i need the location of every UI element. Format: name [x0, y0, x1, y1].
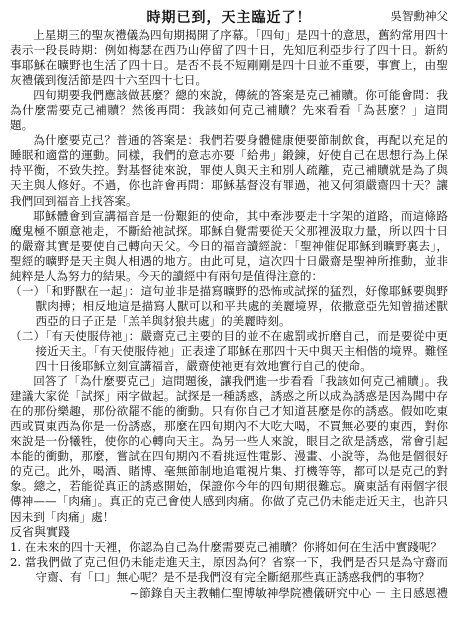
reflection-item-2: 2. 當我們做了克己但仍未能走進天主，原因為何？省察一下，我們是否只是為守齋而守齋、有「口」無心呢？是不是我們沒有完全斷絕那些真正誘惑我們的事物？	[10, 554, 448, 584]
paragraph-closing: 回答了「為什麼要克己」這問題後，讓我們進一步看看「我該如何克己補贖」。我建議大家從「試探」兩字做起。試探是一種誘惑，誘惑之所以成為誘惑是因為聞中存在的那份樂趣，那份欲罷不能的衝動。只有你自己才知道甚麼是你的誘惑。假如吃東西或買東西為你是一份誘惑，那麼在四旬期內不大吃大喝，不買無必要的東西，對你來說是一份犧牲，使你的心轉向天主。為另一些人來說，眼目之欲是誘惑，常會引起本能的衝動，那麼，嘗試在四旬期內不看挑逗性電影、漫畫、小說等，為他是個很好的克己。此外，喝酒、賭博、毫無節制地追電視片集、打機等等，都可以是克己的對象。總之，若能從真正的誘惑開始，保證你今年的四旬期很難忘。廣東話有兩個字很傳神——「肉痛」。真正的克己會使人感到肉痛。你做了克己仍未能走近天主，也許只因未到「肉痛」處！	[10, 374, 448, 524]
paragraph-why: 為什麼要克己？普通的答案是：我們若要身體健康便要節制飲食，再配以充足的睡眠和適當的運動。同樣，我們的意志亦要「給弗」鍛鍊，好使自己在思想行為上保持平衡，不致失控。對基督徒來說，罪使人與天主和別人疏離，克己補贖就是為了與天主與人修好。不過，你也許會再問：耶穌基督沒有罪過，祂又何須嚴齋四十天？讓我們回到福音上找答案。	[10, 133, 448, 208]
page-title: 時期已到，天主臨近了！	[146, 10, 312, 26]
paragraph-jesus: 耶穌體會到宣講福音是一份艱鉅的使命，其中牽涉要走十字架的道路，而這條路魔鬼極不願意祂走，不斷給祂試探。耶穌自覺需要從天父那裡汲取力量，所以四十日的嚴齋其實是要使自己轉向天父。今日的福音讀經說：「聖神催促耶穌到曠野裏去」，聖經的曠野是天主與人相遇的地方。由此可見，這次四十日嚴齋是聖神所推動，並非純粹是人為努力的結果。今天的讀經中有兩句是值得注意的：	[10, 208, 448, 283]
paragraph-question: 四旬期要我們應該做甚麼？總的來說，傳統的答案是克己補贖。你可能會問：我為什麼需要克己補贖？然後再問：我該如何克己補贖？先來看看「為甚麼？」這問題。	[10, 88, 448, 133]
header	[10, 6, 448, 28]
document-page	[10, 6, 448, 601]
point-one: （一）「和野獸在一起」：這句並非是描寫曠野的恐怖或試探的猛烈，好像耶穌要與野獸肉搏；相反地這是描寫人獸可以和平共處的美麗境界，依撒意亞先知曾描述獸西亞的日子正是「羔羊與豺狼共處」的美麗時刻。	[10, 283, 448, 328]
paragraph-intro: 上星期三的聖灰禮儀為四旬期揭開了序幕。「四旬」是四十的意思，舊約常用四十表示一段長時期：例如梅瑟在西乃山停留了四十日，先知厄利亞步行了四十日。新約事耶穌在曠野也生活了四十日。是否不長不短剛剛是四十日並不重要，事實上，由聖灰禮儀到復活節是四十六至四十七日。	[10, 28, 448, 88]
author: 吳智勳神父	[390, 9, 448, 23]
source-footer: ~節錄自天主教輔仁聖博敏神學院禮儀研究中心 － 主日感恩禮	[129, 585, 448, 600]
point-two: （二）「有天使服侍祂」：嚴齋克己主要的目的並不在處罰或折磨自己，而是要從中更接近天主。「有天使服侍祂」正表達了耶穌在那四十天中與天主相偕的境界。難怪四十日後耶穌立刻宣講福音，嚴齋使祂更有效地實行自己的使命。	[10, 328, 448, 374]
reflection-item-1: 1. 在未來的四十天裡，你認為自己為什麼需要克己補贖？你將如何在生活中實踐呢？	[10, 539, 443, 554]
reflection-heading: 反省與實踐	[10, 524, 71, 539]
